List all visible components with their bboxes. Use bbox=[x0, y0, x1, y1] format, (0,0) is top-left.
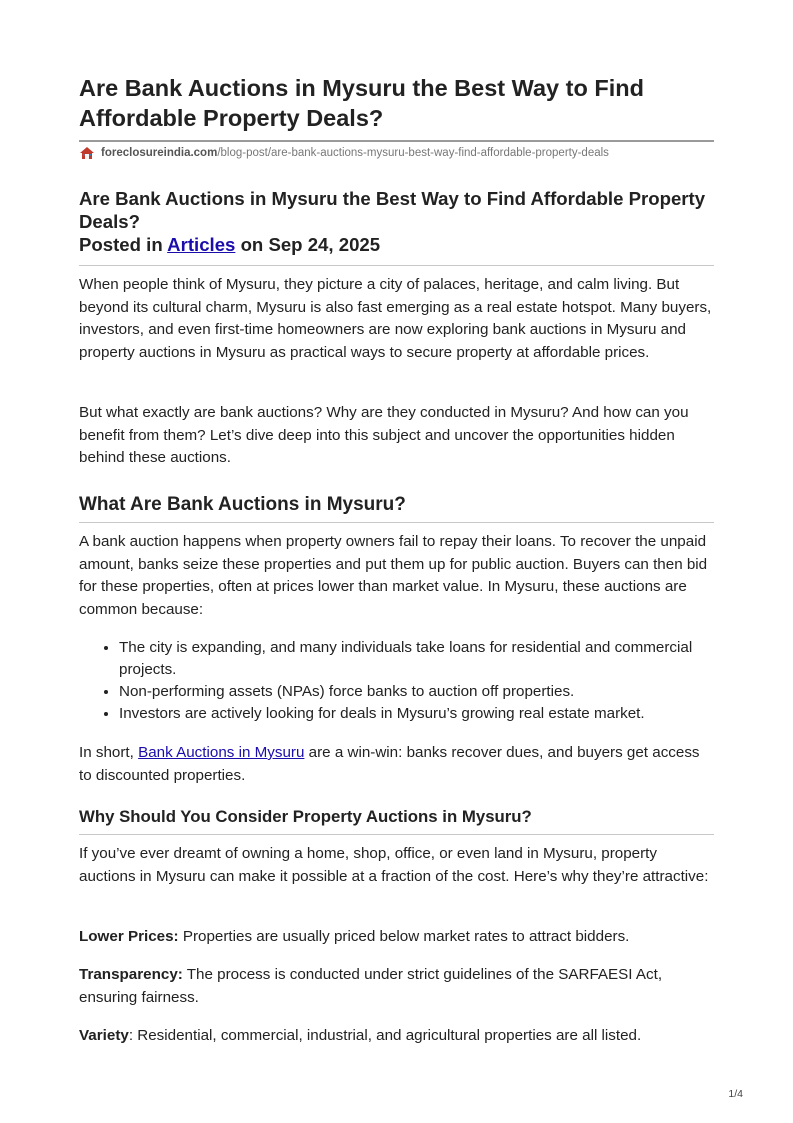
category-link[interactable]: Articles bbox=[167, 234, 236, 255]
article-title: Are Bank Auctions in Mysuru the Best Way to Find Affordable Property Deals? bbox=[79, 188, 706, 232]
section-what-body: A bank auction happens when property owners fail to repay their loans. To recover the unpaid amount, banks seize these properties and put them up for public auction. Buyers can then bid for these properties, often at prices lower than market value. In Mysuru, these auctions are common because: bbox=[79, 533, 708, 618]
section-heading-what: What Are Bank Auctions in Mysuru? bbox=[79, 494, 406, 515]
posted-prefix: Posted in bbox=[79, 234, 163, 255]
article-heading-divider bbox=[79, 265, 714, 266]
bank-auctions-link[interactable]: Bank Auctions in Mysuru bbox=[138, 744, 305, 761]
intro-paragraph-1: When people think of Mysuru, they picture a city of palaces, heritage, and calm living. But beyond its cultural charm, Mysuru is also fast emerging as a real estate hotspot. Many buyers, investors, and even first-time homeowners are now exploring bank auctions in Mysuru and property auctions in Mysuru as practical ways to secure property at affordable prices. bbox=[79, 276, 712, 361]
point-text: The process is conducted under strict guidelines of the SARFAESI Act, ensuring fairness. bbox=[79, 966, 663, 1006]
posted-date: on Sep 24, 2025 bbox=[240, 234, 381, 255]
section-why-divider bbox=[79, 834, 714, 835]
list-item: • Investors are actively looking for deals in Mysuru’s growing real estate market. bbox=[119, 703, 714, 725]
list-item: • The city is expanding, and many individuals take loans for residential and commercial projects. bbox=[119, 637, 714, 681]
summary-suffix: are a win-win: banks recover dues, and buyers get access to discounted properties. bbox=[79, 744, 700, 784]
source-path: /blog-post/are-bank-auctions-mysuru-best-way-find-affordable-property-deals bbox=[217, 147, 609, 159]
section-heading-why: Why Should You Consider Property Auctions in Mysuru? bbox=[79, 807, 532, 826]
house-icon bbox=[79, 146, 95, 160]
source-domain: foreclosureindia.com bbox=[101, 147, 218, 159]
point-text: : Residential, commercial, industrial, and agricultural properties are all listed. bbox=[128, 1027, 642, 1044]
intro-paragraph-2: But what exactly are bank auctions? Why are they conducted in Mysuru? And how can you benefit from them? Let’s dive deep into this subject and uncover the opportunities hidden behind these auctions. bbox=[79, 404, 689, 466]
point-lower-prices bbox=[79, 926, 714, 949]
page-number: 1/4 bbox=[728, 1088, 743, 1100]
point-transparency bbox=[79, 964, 714, 1009]
section-why-body: If you’ve ever dreamt of owning a home, shop, office, or even land in Mysuru, property auctions in Mysuru can make it possible at a fraction of the cost. Here’s why they’re attractive: bbox=[79, 845, 709, 885]
title-divider bbox=[79, 140, 714, 142]
section-what-divider bbox=[79, 522, 714, 523]
article-heading bbox=[79, 187, 714, 256]
point-label: Transparency: bbox=[79, 966, 183, 983]
point-label: Variety bbox=[79, 1027, 129, 1044]
page-title: Are Bank Auctions in Mysuru the Best Way to Find Affordable Property Deals? bbox=[79, 75, 644, 131]
source-url[interactable] bbox=[79, 146, 609, 160]
list-item: • Non-performing assets (NPAs) force banks to auction off properties. bbox=[119, 681, 714, 703]
point-label: Lower Prices: bbox=[79, 928, 179, 945]
reasons-list bbox=[79, 637, 714, 725]
point-variety bbox=[79, 1025, 714, 1048]
summary-prefix: In short, bbox=[79, 744, 134, 761]
summary-paragraph bbox=[79, 742, 714, 787]
point-text: Properties are usually priced below market rates to attract bidders. bbox=[182, 928, 630, 945]
